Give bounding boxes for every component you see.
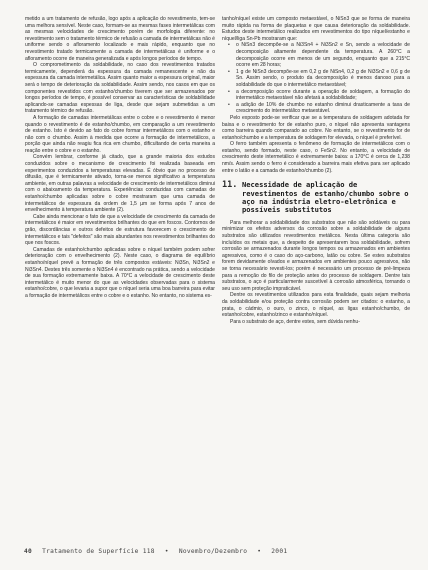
section-number: 11. <box>222 180 238 191</box>
section-heading <box>222 181 410 215</box>
list-item: • 1 g de NiSn3 decompõe-se em 0,2 g de NiSn4, 0,2 g de Ni3Sn2 e 0,6 g de Sn. Assim sendo, o produto da decomposição é menos danoso para a soldabilidade do que o intermetálico metaestável; <box>236 69 410 89</box>
list-item: • a decomposição ocorre durante a operação de soldagem, a formação do intermetálico metaestável não afetará a soldabilidade; <box>236 89 410 102</box>
footer-separator: • <box>164 548 169 555</box>
paragraph: Pelo exposto pode-se verificar que se a temperatura de soldagem adotada for baixa e o revestimento for de estanho puro, o níquel não apresenta vantagens como barreira quando comparado ao cobre. No entanto, se o revestimento for de estanho/chumbo e a temperatura de soldagem for elevada, o níquel é preferível. <box>222 114 410 141</box>
paragraph: Para melhorar a soldabilidade dos substratos que não são soldáveis ou para minimizar os efeitos adversos da corrosão sobre a soldabilidade de alguns substratos são utilizados revestimentos metálicos. Nesta última categoria são incluídos os metais que, a despeito de apresentarem boa soldabilidade, sofrem corrosão se armazenados durante longos tempos ou armazenados em ambientes agressivos, como é o caso do aço-carbono, latão ou cobre. Se estes substratos forem devidamente olvados e armazenados em ambientes pouco agressivos, não se torna necessário revesti-los; porém é necessário um processo de pré-limpeza para a remoção do filo de proteção antes do processo de soldagem. Dentre tais substratos, o aço é particularmente suscetível à corrosão atmosférica, tornando o seu uso sem proteção impraticável. <box>222 219 410 292</box>
paragraph: A formação de camadas intermetálicas entre o cobre e o revestimento é menor quando o revestimento é de estanho/chumbo, em comparação a um revestimento de estanho. Isto é devido ao fato do cobre formar intermetálicos com o estanho e não com o chumbo. Assim à medida que ocorre a formação de intermetálicos, a porção que ainda não reagiu fica rica em chumbo, dificultando de certa maneira a reação entre o cobre e o estanho. <box>25 114 215 154</box>
right-column <box>222 16 410 325</box>
footer-separator: • <box>257 548 262 555</box>
list-item: • a adição de 10% de chumbo no estanho diminui drasticamente a taxa de crescimento do intermetálico metaestável. <box>236 102 410 115</box>
section-title: Necessidade de aplicação de revestimentos de estanho/chumbo sobre o aço na indústria eletro-eletrônica e possíveis substitutos <box>242 180 409 215</box>
journal-year: 2001 <box>271 548 288 555</box>
paragraph: Para o substrato de aço, dentre estes, sem dúvida nenhu- <box>230 318 360 325</box>
journal-name: Tratamento de Superfície 118 <box>42 548 155 555</box>
paragraph: O comprometimento da soldabilidade, no caso dos revestimentos tratados termicamente, dependerá da espessura da camada remanescente e não da espessura da camada intermetálica. Assim quanto maior a espessura original, maior será o tempo de deterioração da soldabilidade. Assim sendo, nos casos em que os componentes revestidos com estanho/chumbo tiverem que ser armazenados por longos períodos de tempo, é possível conservar as características de soldabilidade aplicando-se camadas espessas de liga, desde que sejam submetidas a um tratamento térmico de refusão. <box>25 62 215 115</box>
list-item: • o NiSn3 decompõe-se a Ni3Sn4 + Ni3Sn2 e Sn, sendo a velocidade de decomposição altamente dependente da temperatura. A 260°C a decomposição ocorre em menos de um segundo, enquanto que a 215°C ocorre em 28 horas; <box>236 42 410 68</box>
paragraph: O ferro também apresenta o fenômeno de formação de intermetálicos com o estanho, sendo formado, neste caso, o FeSn2. No entanto, a velocidade de crescimento deste intermetálico é extremamente baixa: a 170°C é cerca de 1,238 nm/s. Assim sendo o ferro é considerado a barreira mais efetiva para ser aplicado entre o latão e a camada de estanho/chumbo (2). <box>222 141 410 174</box>
paragraph: metido a um tratamento de refusão, logo após a aplicação do revestimento, tem-se uma melhora sensível. Neste caso, formam-se as mesmas fases intermetálicas com as mesmas velocidades de crescimento porém de morfologia diferente: no revestimento sem o tratamento térmico de refusão a camada de intermetálicas não é uniforme sendo o afloramento localizado e mais rápido, enquanto que no revestimento tratado termicamente a camada de intermetálicas é uniforme e o afloramento ocorre de maneira generalizada e após longos períodos de tempo. <box>25 16 215 62</box>
paragraph: Dentre os revestimentos utilizados para esta finalidade, quais sejam melhoria da soldabilidade e/ou proteção contra corrosão podem ser citados: o estanho, a prata, o cádmio, o ouro, o zinco, o níquel, as ligas estanho/chumbo, de estanho/cobre, estanho/zinco e estanho/níquel. <box>222 292 410 319</box>
left-column <box>25 16 215 300</box>
bullet-list <box>222 42 410 115</box>
page-number: 40 <box>24 548 33 555</box>
paragraph: Camadas de estanho/chumbo aplicadas sobre o níquel também podem sofrer deterioração com o envelhecimento (2). Neste caso, o diagrama de equilíbrio estanho/níquel prevê a formação de três compostos estáveis: Ni3Sn, Ni3Sn2 e Ni3Sn4. Destes três somente o Ni3Sn4 é encontrado na prática, sendo a velocidade de sua formação extremamente baixa. A 70°C a velocidade de crescimento deste intermetálico é muito menor do que as velocidades observadas para o sistema estanho/cobre, o que levaria a supor que o níquel seria uma boa barreira para evitar a formação de intermetálicos entre o cobre e o estanho. No entanto, no sistema es- <box>25 246 215 299</box>
paragraph: tanho/níquel existe um composto metaestável, o NiSn3 que se forma de maneira muito rápida na forma de plaquetas e que causa deterioração da soldabilidade. Estudos deste intermetálico realizados em revestimentos do tipo níquel/estanho e níquel/liga Sn-Pb mostraram que: <box>222 16 410 42</box>
paragraph: Cabe ainda mencionar o fato de que a velocidade de crescimento da camada de intermetálicos é maior em revestimentos brilhantes do que em foscos. Contornos de grão, discordâncias e outros defeitos de estrutura favorecem o crescimento de intermetálicos e tais "defeitos" são mais abundantes nos revestimentos brilhantes do que nos foscos. <box>25 213 215 247</box>
journal-issue: Novembro/Dezembro <box>178 548 248 555</box>
page-footer <box>24 548 404 555</box>
paragraph: Convém lembrar, conforme já citado, que a grande maioria dos estudos conduzidos sobre o mecanismo de crescimento foi realizada baseada em experimentos conduzidos a temperaturas elevadas. É óbvio que no processo de difusão, que é termicamente ativado, torna-se menos significativo a temperatura ambiente, em outras palavras a velocidade de crescimento de intermetálicos diminui com o abaixamento da temperatura. Experiências conduzidas com camadas de estanho/chumbo aplicadas sobre o cobre mostraram que uma camada de intermetálicos de espessura da ordem de 1,5 µm se forma após 7 anos de envelhecimento à temperatura ambiente (2). <box>25 154 215 214</box>
